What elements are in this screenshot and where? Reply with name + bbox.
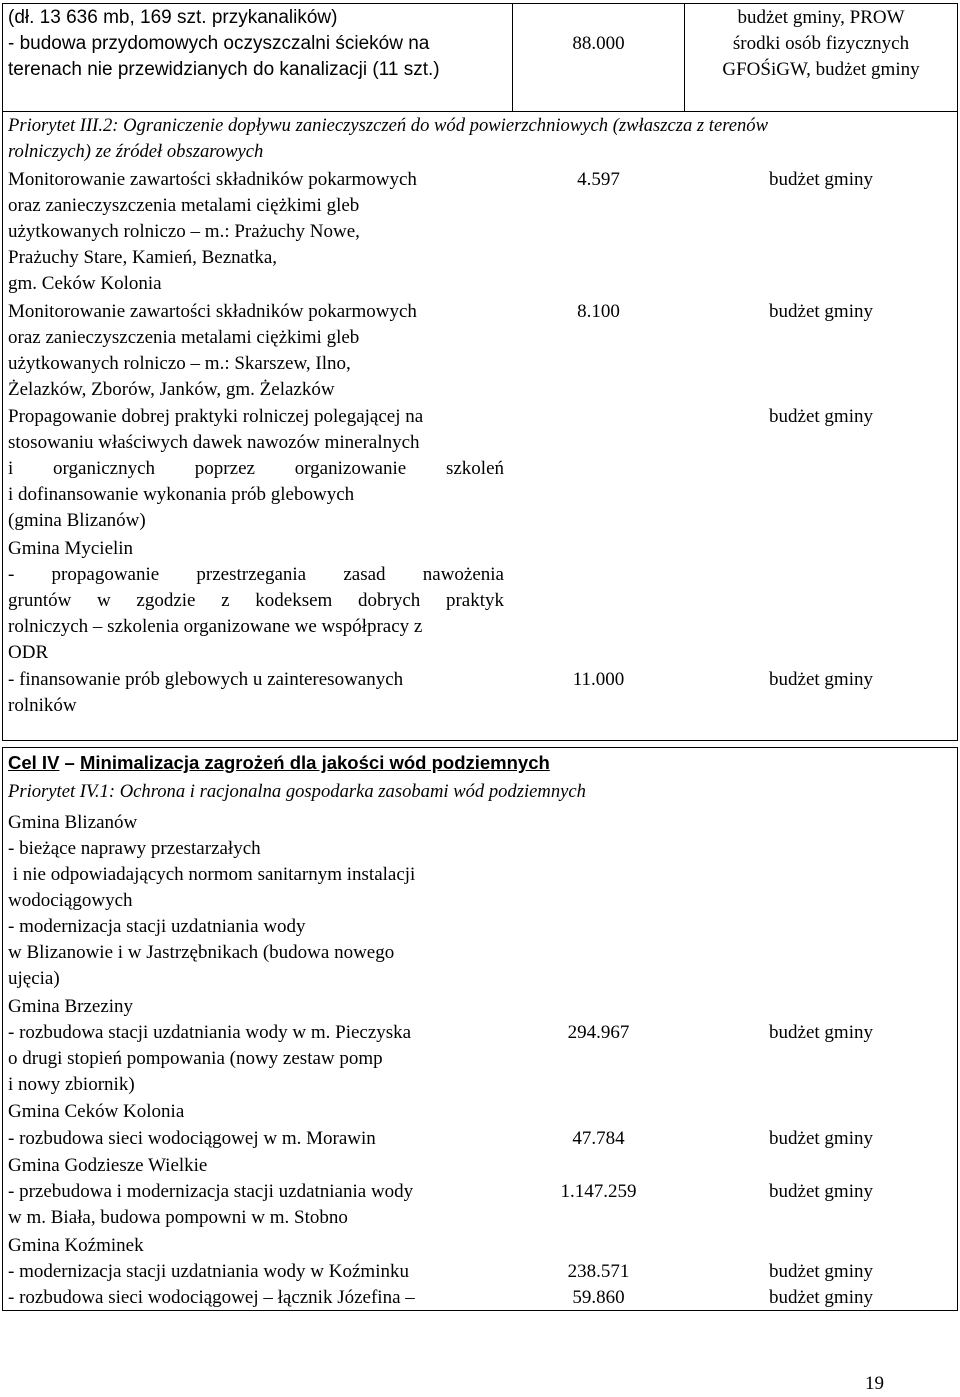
kozminek-amount-2: 59.860	[572, 1287, 625, 1308]
table2-border-right	[957, 747, 958, 1311]
good-practice-item-line-1: Propagowanie dobrej praktyki rolniczej polegającej na	[8, 406, 424, 427]
brzeziny-line-3: o drugi stopień pompowania (nowy zestaw pomp	[8, 1048, 383, 1069]
goal-iv-prefix: Cel IV	[8, 752, 60, 773]
priority-iii2-heading-line-1: Priorytet III.2: Ograniczenie dopływu zanieczyszczeń do wód powierzchniowych (zwłaszcza z terenów	[8, 115, 769, 136]
cekow-line-1: Gmina Ceków Kolonia	[8, 1101, 185, 1122]
brzeziny-amount: 294.967	[567, 1022, 630, 1043]
table1-border-bottom	[2, 740, 958, 741]
mycielin-item-line-7: rolników	[8, 695, 77, 716]
cekow-amount: 47.784	[572, 1128, 625, 1149]
goal-iv-title: Minimalizacja zagrożeń dla jakości wód podziemnych	[80, 752, 550, 773]
good-practice-item-line-2: stosowaniu właściwych dawek nawozów mineralnych	[8, 432, 420, 453]
monitoring-item-1-line-1: Monitorowanie zawartości składników pokarmowych	[8, 169, 417, 190]
goal-iv-dash: –	[59, 752, 80, 773]
good-practice-item-line-3: i organicznych poprzez organizowanie szkoleń	[8, 458, 504, 479]
mycielin-item-line-1: Gmina Mycielin	[8, 538, 134, 559]
mycielin-item-line-5: ODR	[8, 642, 49, 663]
table1-border-top	[2, 3, 958, 4]
monitoring-item-1-line-2: oraz zanieczyszczenia metalami ciężkimi gleb	[8, 195, 360, 216]
godziesze-line-1: Gmina Godziesze Wielkie	[8, 1155, 208, 1176]
godziesze-line-3: w m. Biała, budowa pompowni w m. Stobno	[8, 1207, 348, 1228]
blizanow-line-7: ujęcia)	[8, 968, 60, 989]
cekow-line-2: - rozbudowa sieci wodociągowej w m. Morawin	[8, 1128, 376, 1149]
blizanow-line-4: wodociągowych	[8, 890, 133, 911]
priority-iv1-heading: Priorytet IV.1: Ochrona i racjonalna gospodarka zasobami wód podziemnych	[8, 781, 586, 802]
good-practice-item-source: budżet gminy	[769, 406, 873, 427]
brzeziny-line-2: - rozbudowa stacji uzdatniania wody w m. Pieczyska	[8, 1022, 412, 1043]
top-row-desc-line-2: - budowa przydomowych oczyszczalni ścieków na	[8, 33, 430, 54]
table2-border-top	[2, 747, 958, 748]
top-row-source-line-3: GFOŚiGW, budżet gminy	[722, 59, 920, 80]
blizanow-line-6: w Blizanowie i w Jastrzębnikach (budowa nowego	[8, 942, 395, 963]
table1-border-left	[2, 3, 3, 741]
kozminek-amount-1: 238.571	[567, 1261, 630, 1282]
kozminek-line-3: - rozbudowa sieci wodociągowej – łącznik Józefina –	[8, 1287, 415, 1308]
blizanow-line-1: Gmina Blizanów	[8, 812, 138, 833]
table1-border-right	[957, 3, 958, 741]
monitoring-item-1-line-5: gm. Ceków Kolonia	[8, 273, 162, 294]
monitoring-item-1-line-3: użytkowanych rolniczo – m.: Prażuchy Nowe,	[8, 221, 360, 242]
monitoring-item-1-line-4: Prażuchy Stare, Kamień, Beznatka,	[8, 247, 278, 268]
monitoring-item-1-source: budżet gminy	[769, 169, 873, 190]
brzeziny-line-4: i nowy zbiornik)	[8, 1074, 135, 1095]
monitoring-item-2-line-4: Żelazków, Zborów, Janków, gm. Żelazków	[8, 379, 335, 400]
kozminek-line-1: Gmina Koźminek	[8, 1235, 144, 1256]
kozminek-line-2: - modernizacja stacji uzdatniania wody w Koźminku	[8, 1261, 409, 1282]
mycielin-item-line-3: gruntów w zgodzie z kodeksem dobrych praktyk	[8, 590, 504, 611]
kozminek-source-1: budżet gminy	[769, 1261, 873, 1282]
godziesze-line-2: - przebudowa i modernizacja stacji uzdatniania wody	[8, 1181, 414, 1202]
blizanow-line-3: i nie odpowiadających normom sanitarnym instalacji	[8, 864, 416, 885]
godziesze-source: budżet gminy	[769, 1181, 873, 1202]
table2-border-left	[2, 747, 3, 1311]
monitoring-item-2-line-1: Monitorowanie zawartości składników pokarmowych	[8, 301, 417, 322]
cekow-source: budżet gminy	[769, 1128, 873, 1149]
godziesze-amount: 1.147.259	[560, 1181, 637, 1202]
goal-iv-heading	[8, 750, 550, 776]
brzeziny-source: budżet gminy	[769, 1022, 873, 1043]
top-row-amount: 88.000	[572, 33, 625, 54]
monitoring-item-2-line-2: oraz zanieczyszczenia metalami ciężkimi gleb	[8, 327, 360, 348]
monitoring-item-2-amount: 8.100	[577, 301, 620, 322]
mycielin-item-amount: 11.000	[572, 669, 625, 690]
blizanow-line-2: - bieżące naprawy przestarzałych	[8, 838, 261, 859]
kozminek-source-2: budżet gminy	[769, 1287, 873, 1308]
monitoring-item-2-source: budżet gminy	[769, 301, 873, 322]
good-practice-item-line-5: (gmina Blizanów)	[8, 510, 146, 531]
top-row-desc-line-1: (dł. 13 636 mb, 169 szt. przykanalików)	[8, 7, 338, 28]
mycielin-item-source: budżet gminy	[769, 669, 873, 690]
top-row-source-line-1: budżet gminy, PROW	[737, 7, 905, 28]
page-number: 19	[865, 1373, 884, 1394]
mycielin-item-line-2: - propagowanie przestrzegania zasad nawożenia	[8, 564, 504, 585]
monitoring-item-2-line-3: użytkowanych rolniczo – m.: Skarszew, Ilno,	[8, 353, 351, 374]
mycielin-item-line-6: - finansowanie prób glebowych u zainteresowanych	[8, 669, 404, 690]
mycielin-item-line-4: rolniczych – szkolenia organizowane we współpracy z	[8, 616, 423, 637]
good-practice-item-line-4: i dofinansowanie wykonania prób glebowych	[8, 484, 355, 505]
priority-iii2-heading-line-2: rolniczych) ze źródeł obszarowych	[8, 141, 264, 162]
top-row-source-line-2: środki osób fizycznych	[732, 33, 910, 54]
monitoring-item-1-amount: 4.597	[577, 169, 620, 190]
brzeziny-line-1: Gmina Brzeziny	[8, 996, 134, 1017]
table1-divider-col1	[512, 3, 513, 111]
blizanow-line-5: - modernizacja stacji uzdatniania wody	[8, 916, 306, 937]
table1-row-divider	[2, 111, 958, 112]
top-row-desc-line-3: terenach nie przewidzianych do kanalizacji (11 szt.)	[8, 59, 440, 80]
